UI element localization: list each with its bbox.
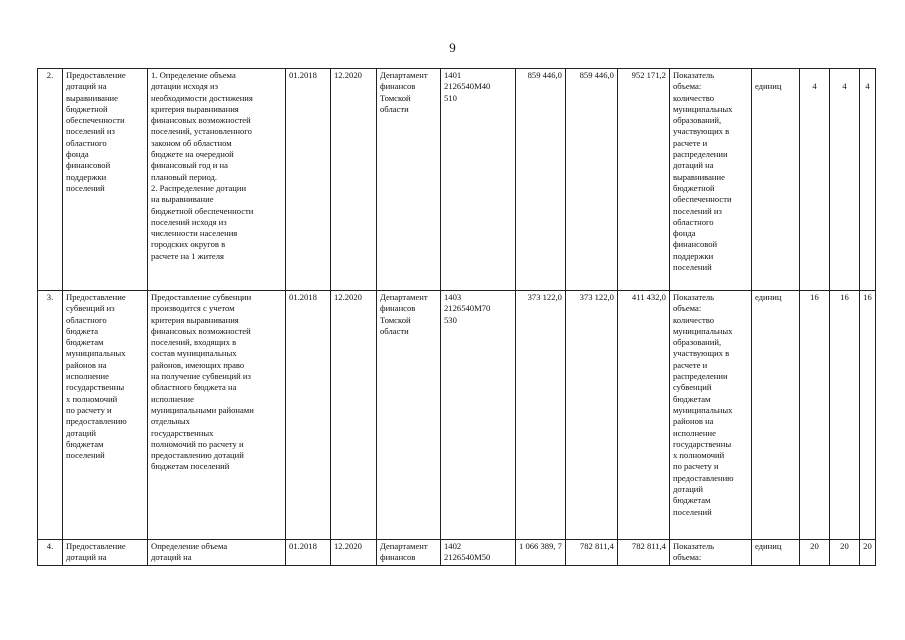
unit: единиц — [751, 69, 799, 291]
amount-year-3: 952 171,2 — [617, 69, 669, 291]
value-year-3: 4 — [859, 69, 875, 291]
indicator: Показатель объема: количество муниципальных образований, участвующих в расчете и распределении субвенций бюджетам муниципальных районов на исполнение государственны х полномочий по расчету и предоставлению дотаций бюджетам поселений — [669, 291, 751, 540]
program-activities-table — [37, 68, 876, 566]
amount-year-1: 373 122,0 — [516, 291, 566, 540]
amount-year-3: 782 811,4 — [617, 540, 669, 566]
indicator: Показатель объема: — [669, 540, 751, 566]
activity-name: Предоставление дотаций на выравнивание бюджетной обеспеченности поселений из областного фонда финансовой поддержки поселений — [63, 69, 148, 291]
amount-year-1: 859 446,0 — [516, 69, 566, 291]
executor: Департамент финансов Томской области — [377, 69, 441, 291]
executor: Департамент финансов Томской области — [377, 291, 441, 540]
activity-name: Предоставление субвенций из областного бюджета бюджетам муниципальных районов на исполнение государственны х полномочий по расчету и предоставлению дотаций бюджетам поселений — [63, 291, 148, 540]
executor: Департамент финансов — [377, 540, 441, 566]
start-date: 01.2018 — [286, 291, 331, 540]
table-row — [38, 69, 876, 291]
amount-year-2: 782 811,4 — [565, 540, 617, 566]
indicator: Показатель объема: количество муниципальных образований, участвующих в расчете и распределении дотаций на выравнивание бюджетной обеспеченности поселений из областного фонда финансовой поддержки поселений — [669, 69, 751, 291]
unit: единиц — [751, 291, 799, 540]
row-number: 3. — [38, 291, 63, 540]
activity-description: Предоставление субвенции производится с учетом критерия выравнивания финансовых возможностей поселений, входящих в состав муниципальных районов, имеющих право на получение субвенций из областного бюджета на исполнение муниципальными районами отдельных государственных полномочий по расчету и предоставлению дотаций бюджетам поселений — [148, 291, 286, 540]
budget-code: 1402 2126540М50 — [441, 540, 516, 566]
end-date: 12.2020 — [331, 69, 377, 291]
value-year-2: 16 — [829, 291, 859, 540]
amount-year-1: 1 066 389, 7 — [516, 540, 566, 566]
budget-code: 1401 2126540М40 510 — [441, 69, 516, 291]
table-row — [38, 540, 876, 566]
start-date: 01.2018 — [286, 69, 331, 291]
value-year-1: 4 — [799, 69, 829, 291]
activity-name: Предоставление дотаций на — [63, 540, 148, 566]
row-number: 4. — [38, 540, 63, 566]
amount-year-2: 373 122,0 — [565, 291, 617, 540]
unit: единиц — [751, 540, 799, 566]
value-year-1: 20 — [799, 540, 829, 566]
end-date: 12.2020 — [331, 291, 377, 540]
value-year-1: 16 — [799, 291, 829, 540]
value-year-2: 4 — [829, 69, 859, 291]
value-year-3: 20 — [859, 540, 875, 566]
budget-code: 1403 2126540М70 530 — [441, 291, 516, 540]
amount-year-2: 859 446,0 — [565, 69, 617, 291]
value-year-2: 20 — [829, 540, 859, 566]
end-date: 12.2020 — [331, 540, 377, 566]
start-date: 01.2018 — [286, 540, 331, 566]
activity-description: Определение объема дотаций на — [148, 540, 286, 566]
table-row — [38, 291, 876, 540]
amount-year-3: 411 432,0 — [617, 291, 669, 540]
row-number: 2. — [38, 69, 63, 291]
value-year-3: 16 — [859, 291, 875, 540]
activity-description: 1. Определение объема дотации исходя из необходимости достижения критерия выравнивания финансовых возможностей поселений, установленного законом об областном бюджете на очередной финансовый год и на плановый период. 2. Распределение дотации на выравнивание бюджетной обеспеченности поселений исходя из численности населения городских округов в расчете на 1 жителя — [148, 69, 286, 291]
page-number: 9 — [449, 40, 456, 55]
